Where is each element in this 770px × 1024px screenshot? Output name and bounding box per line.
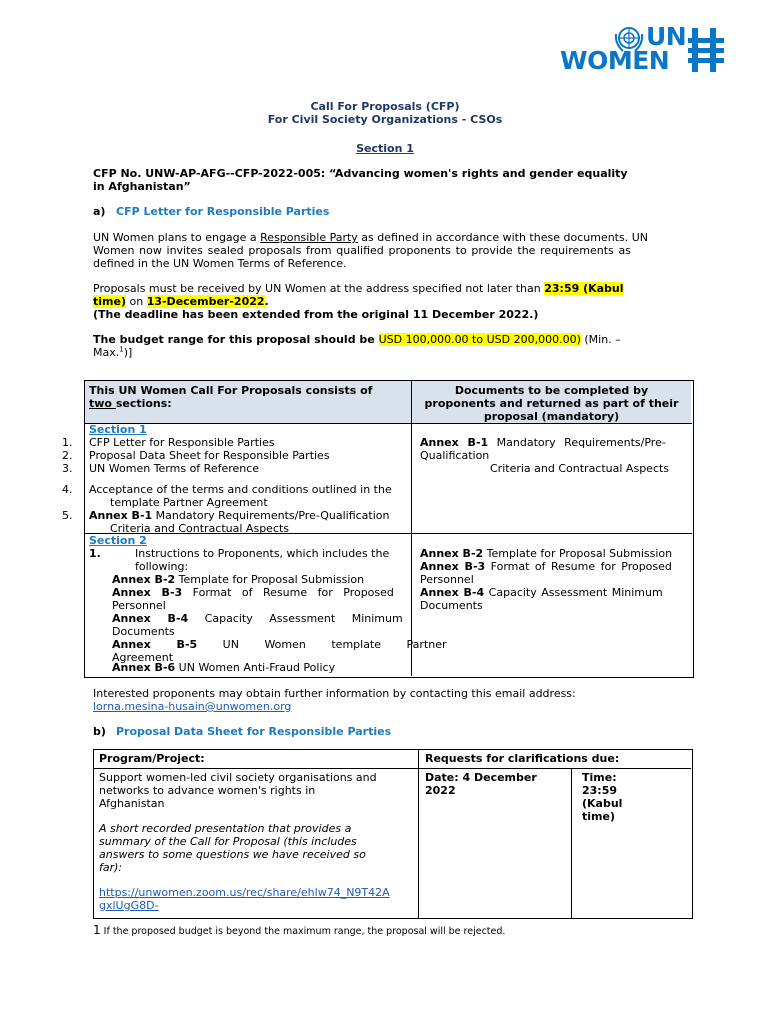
presentation-note-line2: summary of the Call for Proposal (this includes	[99, 835, 357, 848]
text: Proposals must be received by UN Women at the address specified not later than	[93, 282, 545, 295]
deadline-time-cont: time)	[93, 295, 126, 308]
recording-link[interactable]: https://unwomen.zoom.us/rec/share/ehlw74_N9T42A	[99, 886, 390, 899]
part-b-letter: b)	[93, 725, 106, 738]
page-subtitle: For Civil Society Organizations - CSOs	[267, 113, 503, 126]
text: UN Women template Partner	[197, 638, 447, 651]
logo-text-un: UN	[646, 22, 687, 51]
due-time-line3: (Kabul	[582, 797, 623, 810]
table-head-left-line2	[89, 397, 172, 410]
presentation-note-line3: answers to some questions we have received so	[99, 848, 366, 861]
annex-row-right	[420, 573, 474, 586]
list-item: Proposal Data Sheet for Responsible Parties	[89, 449, 330, 462]
text: Capacity Assessment Minimum	[484, 586, 663, 599]
text: as defined in accordance with these documents. UN	[357, 231, 648, 244]
responsible-party-term: Responsible Party	[260, 231, 358, 244]
list-item: CFP Letter for Responsible Parties	[89, 436, 275, 449]
annex-row-right	[420, 560, 686, 573]
text: Annex B-5	[112, 638, 198, 651]
deadline-extension-note: (The deadline has been extended from the original 11 December 2022.)	[93, 308, 539, 321]
annex-row	[112, 573, 406, 586]
list-item-number: 1.	[62, 436, 73, 449]
text: Agreement	[112, 651, 174, 664]
section-1-heading: Section 1	[356, 142, 414, 155]
annex-b1-right	[420, 436, 686, 449]
footnote-text: If the proposed budget is beyond the maximum range, the proposal will be rejected.	[100, 926, 506, 937]
recording-link-cont[interactable]: gxlUgG8D-	[99, 899, 159, 912]
list-item-number: 5.	[62, 509, 73, 522]
table-col-divider	[571, 768, 572, 918]
deadline-date: 13-December-2022	[146, 295, 265, 308]
paragraph-engage-line2: Women now invites sealed proposals from qualified proponents to provide the requirements as	[93, 244, 631, 257]
text: Mandatory Requirements/Pre-	[488, 436, 666, 449]
text: on	[125, 295, 147, 308]
table-col-divider	[418, 749, 419, 918]
text: Annex B-2	[420, 547, 484, 560]
text: .	[264, 295, 269, 308]
table-head-right-line3: proposal (mandatory)	[483, 410, 620, 423]
table-col-divider	[411, 381, 412, 676]
footnote-mark: 1	[93, 923, 101, 937]
annex-b1-right-line2: Qualification	[420, 449, 490, 462]
text: Annex B-1	[89, 509, 153, 522]
budget-range: USD 100,000.00 to USD 200,000.00)	[378, 333, 581, 346]
text: Format of Resume for Proposed	[485, 560, 672, 573]
budget-line1	[93, 333, 683, 346]
table-row-divider	[85, 423, 692, 424]
paragraph-deadline-line2	[93, 295, 269, 308]
footnote	[93, 924, 505, 938]
annex-row	[112, 625, 175, 638]
list-item: Instructions to Proponents, which includes the	[135, 547, 390, 560]
paragraph-deadline-line1	[93, 282, 683, 295]
text: Documents	[112, 625, 175, 638]
contact-email-link[interactable]: lorna.mesina-husain@unwomen.org	[93, 700, 292, 713]
list-item-number: 3.	[62, 462, 73, 475]
list-item-number: 4.	[62, 483, 73, 496]
text: The budget range for this proposal should be	[93, 333, 379, 346]
part-a-heading: CFP Letter for Responsible Parties	[116, 205, 330, 218]
table-head-right-line1: Documents to be completed by	[454, 384, 649, 397]
cfp-number-line1: CFP No. UNW-AP-AFG--CFP-2022-005: “Advancing women's rights and gender equality	[93, 167, 628, 180]
annex-row	[112, 612, 406, 625]
list-item-cont: template Partner Agreement	[110, 496, 268, 509]
text: UN Women plans to engage a	[93, 231, 261, 244]
paragraph-engage-line3: defined in the UN Women Terms of Reference.	[93, 257, 347, 270]
section-2-label: Section 2	[89, 534, 147, 547]
list-item-cont: following:	[135, 560, 189, 573]
text: Template for Proposal Submission	[483, 547, 673, 560]
due-time-line4: time)	[582, 810, 615, 823]
equality-sign-icon	[688, 28, 724, 72]
text: Personnel	[112, 599, 166, 612]
text: Format of Resume for Proposed	[182, 586, 394, 599]
un-women-logo	[560, 22, 730, 74]
list-item	[89, 509, 389, 522]
program-project-header: Program/Project:	[99, 752, 205, 765]
project-description-line1: Support women-led civil society organisations and	[99, 771, 377, 784]
clarifications-header: Requests for clarifications due:	[425, 752, 620, 765]
text: UN Women Anti-Fraud Policy	[175, 661, 336, 674]
annex-row	[112, 638, 447, 651]
text: Annex B-2	[112, 573, 176, 586]
text: Capacity Assessment Minimum	[188, 612, 403, 625]
list-item-number: 1.	[89, 547, 101, 560]
table-head-left-line1: This UN Women Call For Proposals consists of	[89, 384, 373, 397]
annex-row-right	[420, 599, 483, 612]
due-time-line2: 23:59	[582, 784, 618, 797]
text: two	[89, 397, 116, 410]
text: Annex B-1	[420, 436, 489, 449]
text: Template for Proposal Submission	[175, 573, 365, 586]
text: Annex B-3	[112, 586, 183, 599]
logo-text-women: WOMEN	[560, 46, 670, 75]
text: Max.	[93, 346, 120, 359]
annex-b1-right-line3: Criteria and Contractual Aspects	[490, 462, 670, 475]
due-date-line1: Date: 4 December	[425, 771, 537, 784]
text: sections:	[115, 397, 172, 410]
section-1-label: Section 1	[89, 423, 147, 436]
text: Annex B-4	[112, 612, 189, 625]
due-time-line1: Time:	[582, 771, 617, 784]
deadline-time: 23:59 (Kabul	[544, 282, 624, 295]
footnote-ref: 1	[119, 345, 124, 354]
list-item-number: 2.	[62, 449, 73, 462]
table-head-right-line2: proponents and returned as part of their	[424, 397, 679, 410]
budget-line2	[93, 346, 132, 359]
annex-row	[112, 599, 166, 612]
paragraph-engage-line1	[93, 231, 677, 244]
text: Personnel	[420, 573, 474, 586]
list-item: UN Women Terms of Reference	[89, 462, 260, 475]
contact-text: Interested proponents may obtain further information by contacting this email address:	[93, 687, 576, 700]
cfp-number-line2: in Afghanistan”	[93, 180, 191, 193]
list-item-cont: Criteria and Contractual Aspects	[110, 522, 290, 535]
table-row-divider	[94, 768, 691, 769]
text: Annex B-3	[420, 560, 486, 573]
annex-row	[112, 586, 406, 599]
text: Annex B-4	[420, 586, 485, 599]
text: Annex B-6	[112, 661, 176, 674]
presentation-note-line1: A short recorded presentation that provides a	[99, 822, 352, 835]
part-a-letter: a)	[93, 205, 106, 218]
project-description-line3: Afghanistan	[99, 797, 165, 810]
presentation-note-line4: far):	[99, 861, 123, 874]
text: (Min. –	[580, 333, 621, 346]
project-description-line2: networks to advance women's rights in	[99, 784, 316, 797]
annex-row-right	[420, 547, 672, 560]
text: Documents	[420, 599, 483, 612]
list-item: Acceptance of the terms and conditions outlined in the	[89, 483, 392, 496]
part-b-heading: Proposal Data Sheet for Responsible Parties	[116, 725, 392, 738]
annex-row-right	[420, 586, 663, 599]
annex-row	[112, 661, 335, 674]
text: )]	[123, 346, 133, 359]
due-date-line2: 2022	[425, 784, 456, 797]
text: Mandatory Requirements/Pre-Qualification	[152, 509, 390, 522]
page-title: Call For Proposals (CFP)	[310, 100, 460, 113]
